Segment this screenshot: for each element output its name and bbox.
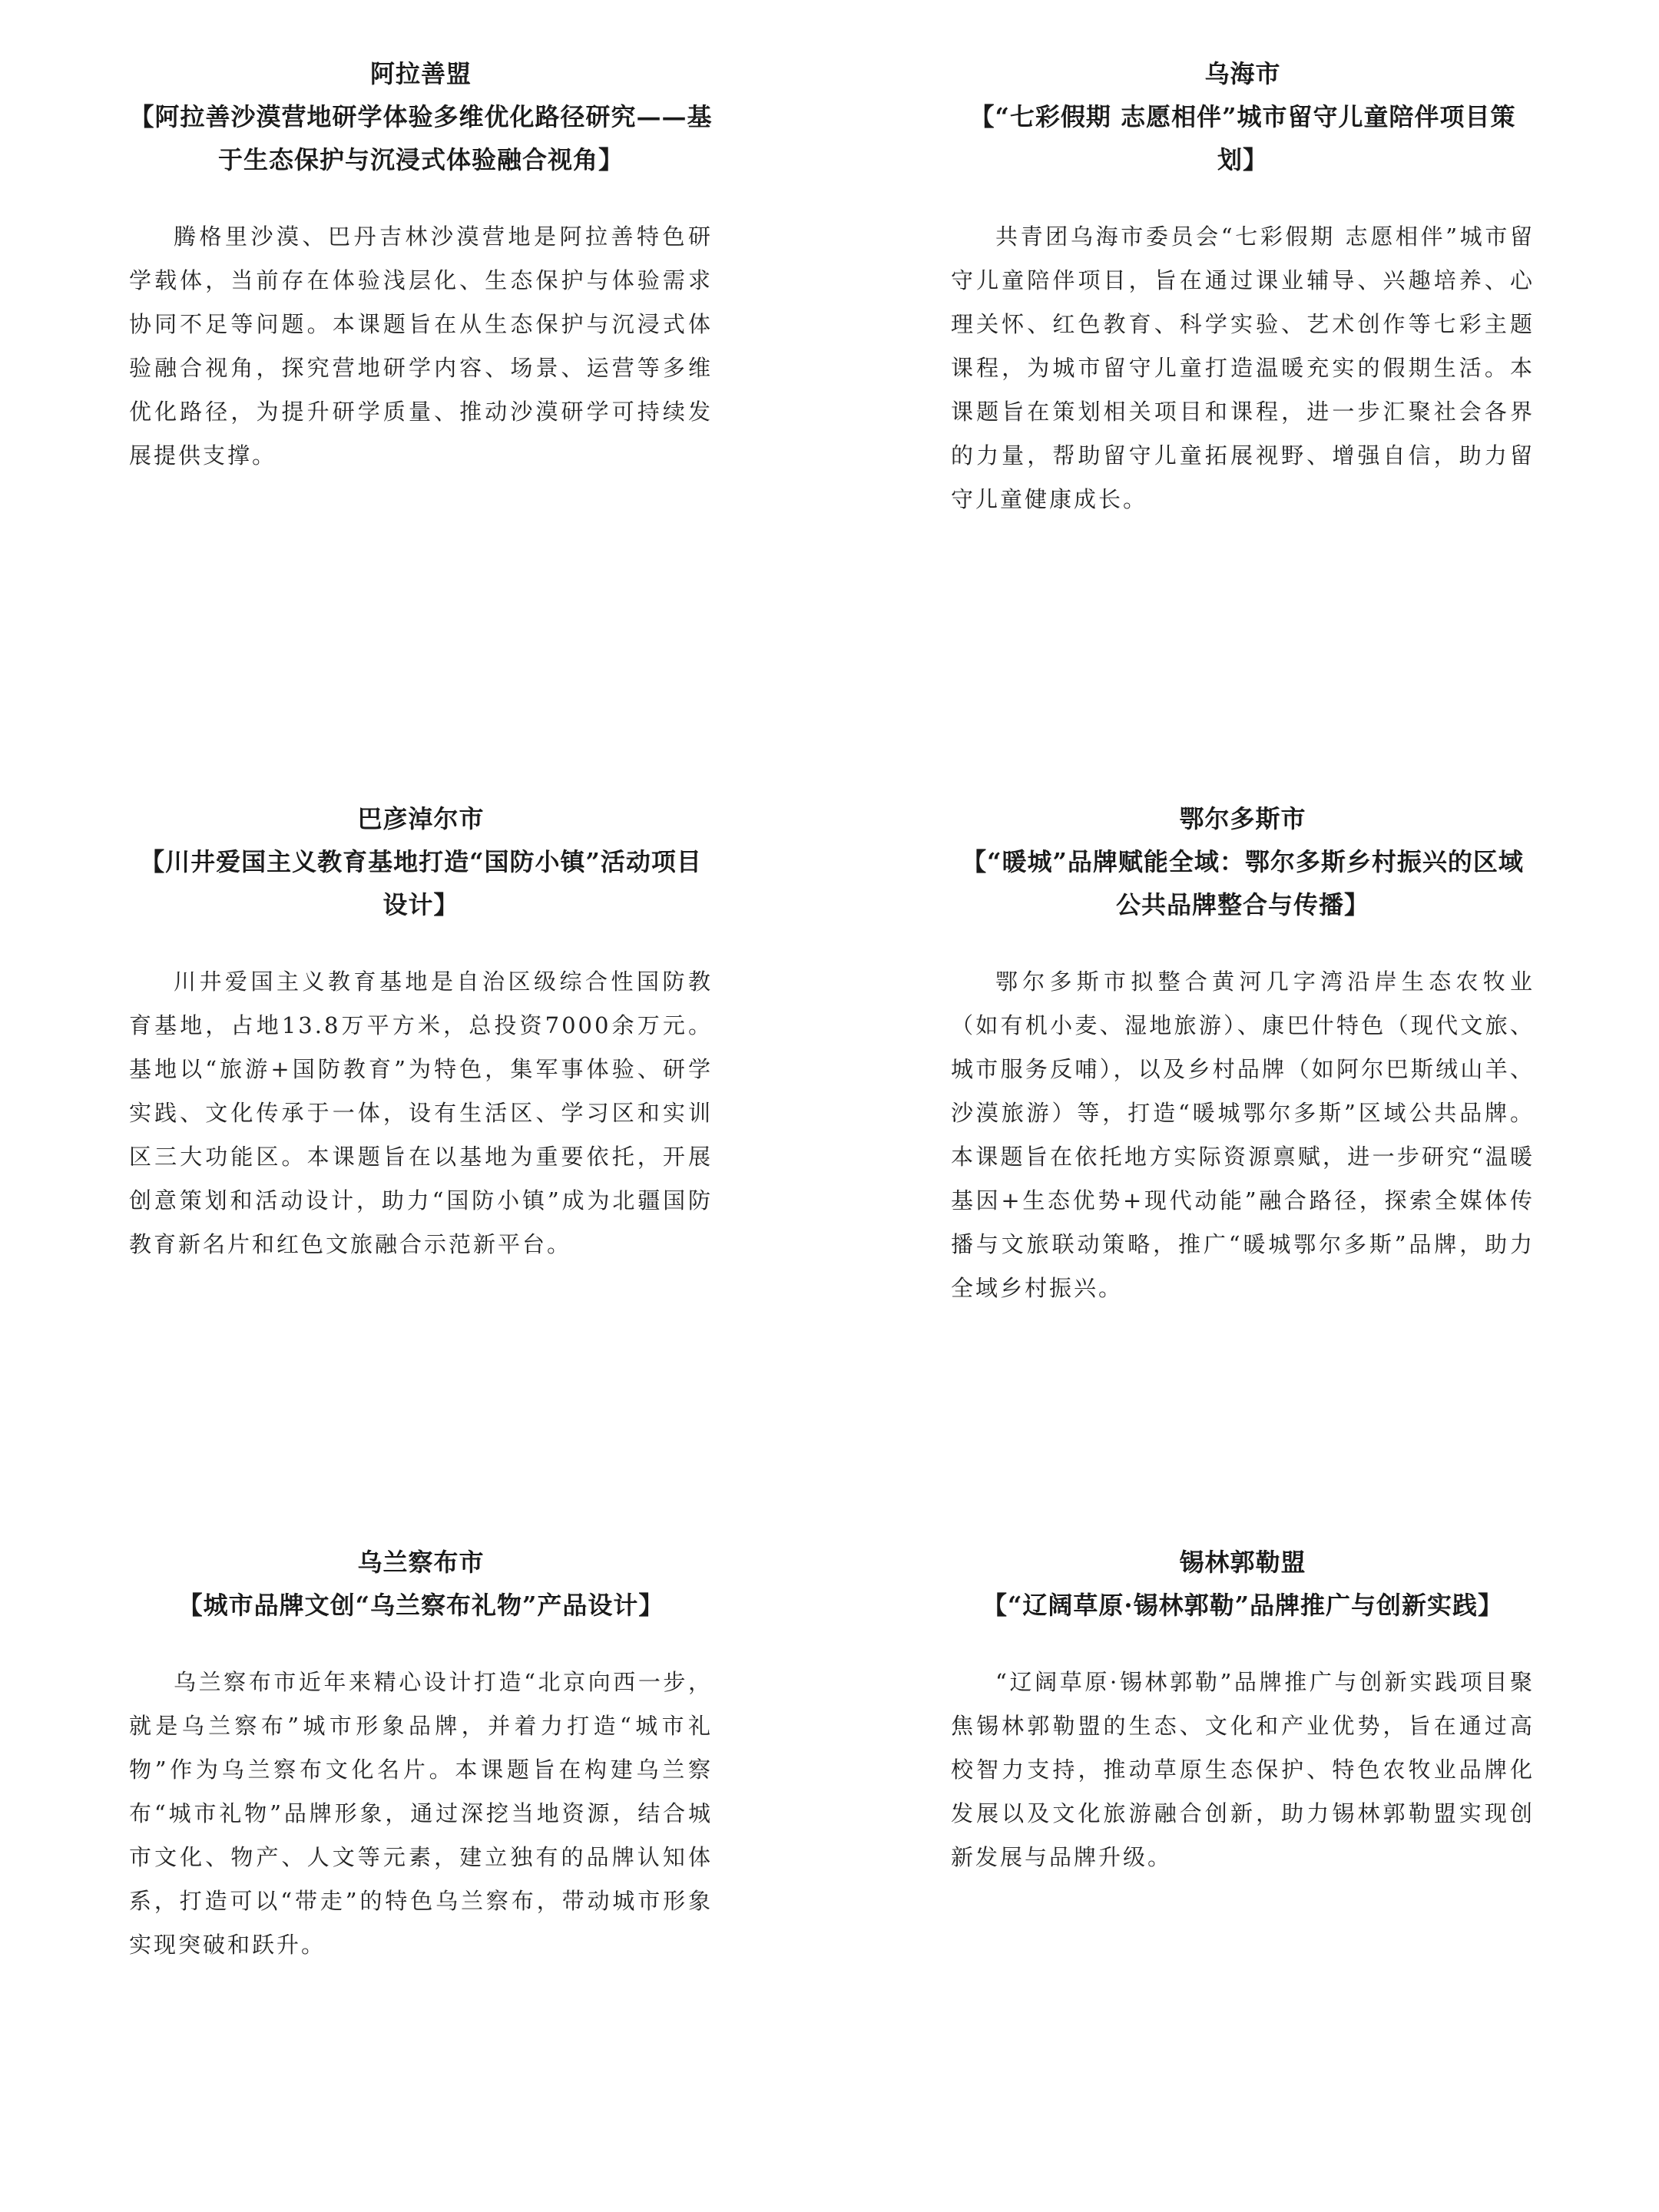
project-card-bayannur [129,797,713,1289]
project-card-xilingol [951,1541,1535,1902]
project-card-ulanqab [129,1541,713,1989]
card-project-title: 【“暖城”品牌赋能全域：鄂尔多斯乡村振兴的区域公共品牌整合与传播】 [962,847,1524,919]
card-region-heading: 鄂尔多斯市 [1179,804,1306,833]
card-description: 共青团乌海市委员会“七彩假期 志愿相伴”城市留守儿童陪伴项目，旨在通过课业辅导、兴趣培养、心理关怀、红色教育、科学实验、艺术创作等七彩主题课程，为城市留守儿童打造温暖充实的假期生活。本课题旨在策划相关项目和课程，进一步汇聚社会各界的力量，帮助留守儿童拓展视野、增强自信，助力留守儿童健康成长。 [951,224,1535,512]
card-project-title: 【阿拉善沙漠营地研学体验多维优化路径研究——基于生态保护与沉浸式体验融合视角】 [129,102,713,174]
card-region-heading: 巴彦淖尔市 [357,804,485,833]
card-project-title: 【城市品牌文创“乌兰察布礼物”产品设计】 [177,1591,664,1620]
card-description: 鄂尔多斯市拟整合黄河几字湾沿岸生态农牧业（如有机小麦、湿地旅游）、康巴什特色（现代文旅、城市服务反哺），以及乡村品牌（如阿尔巴斯绒山羊、沙漠旅游）等，打造“暖城鄂尔多斯”区域公共品牌。本课题旨在依托地方实际资源禀赋，进一步研究“温暖基因+生态优势+现代动能”融合路径，探索全媒体传播与文旅联动策略，推广“暖城鄂尔多斯”品牌，助力全域乡村振兴。 [951,969,1535,1301]
card-region-heading: 乌海市 [1204,59,1281,88]
card-project-title: 【“七彩假期 志愿相伴”城市留守儿童陪伴项目策划】 [969,102,1516,174]
card-region-heading: 乌兰察布市 [357,1548,485,1577]
project-card-ordos [951,797,1535,1333]
card-description: “辽阔草原·锡林郭勒”品牌推广与创新实践项目聚焦锡林郭勒盟的生态、文化和产业优势，旨在通过高校智力支持，推动草原生态保护、特色农牧业品牌化发展以及文化旅游融合创新，助力锡林郭勒盟实现创新发展与品牌升级。 [951,1669,1535,1870]
card-project-title: 【“辽阔草原·锡林郭勒”品牌推广与创新实践】 [982,1591,1503,1620]
card-region-heading: 锡林郭勒盟 [1179,1548,1306,1577]
card-project-title: 【川井爱国主义教育基地打造“国防小镇”活动项目设计】 [140,847,702,919]
card-region-heading: 阿拉善盟 [369,59,472,88]
project-card-alxa [129,52,713,500]
card-description: 川井爱国主义教育基地是自治区级综合性国防教育基地，占地13.8万平方米，总投资7000余万元。基地以“旅游+国防教育”为特色，集军事体验、研学实践、文化传承于一体，设有生活区、学习区和实训区三大功能区。本课题旨在以基地为重要依托，开展创意策划和活动设计，助力“国防小镇”成为北疆国防教育新名片和红色文旅融合示范新平台。 [129,969,713,1257]
project-card-wuhai [951,52,1535,544]
card-description: 腾格里沙漠、巴丹吉林沙漠营地是阿拉善特色研学载体，当前存在体验浅层化、生态保护与体验需求协同不足等问题。本课题旨在从生态保护与沉浸式体验融合视角，探究营地研学内容、场景、运营等多维优化路径，为提升研学质量、推动沙漠研学可持续发展提供支撑。 [129,224,713,469]
card-description: 乌兰察布市近年来精心设计打造“北京向西一步，就是乌兰察布”城市形象品牌，并着力打造“城市礼物”作为乌兰察布文化名片。本课题旨在构建乌兰察布“城市礼物”品牌形象，通过深挖当地资源，结合城市文化、物产、人文等元素，建立独有的品牌认知体系，打造可以“带走”的特色乌兰察布，带动城市形象实现突破和跃升。 [129,1669,713,1958]
